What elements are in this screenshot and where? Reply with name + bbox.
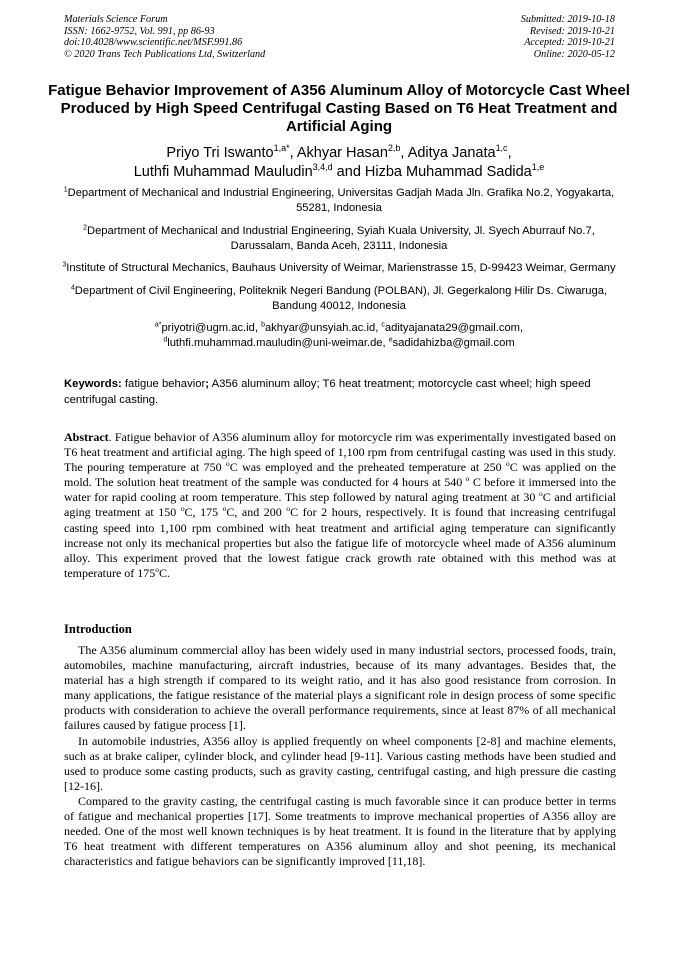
author-separator: and [332,163,365,180]
author-affil-mark: 1,e [531,161,545,172]
author-separator: , [507,145,512,161]
abstract-text: C and artificial aging treatment at 150 [64,490,616,520]
affiliation-text: Department of Mechanical and Industrial Engineering, Universitas Gadjah Mada Jln. Grafika No.2, Yogyakarta, 55281, Indonesia [67,187,615,214]
revised-date: Revised: 2019-10-21 [529,25,615,37]
author-name: Priyo Tri Iswanto [166,145,274,161]
paragraph: The A356 aluminum commercial alloy has been widely used in many industrial sectors, processed foods, train, automobiles, machine manufacturing, aircraft industries, because of its many advantages. Besides that, the material has a high strength if compared to its weight ratio, and it has also good resistance from corrosion. In many applications, the fatigue resistance of the material plays a significant role in design process of some specific products with consideration to achieve the overall performance requirements, since at least 87% of all mechanical failures caused by fatigue process [1]. [64,643,616,733]
keywords-text: A356 aluminum alloy; T6 heat treatment; motorcycle cast wheel; high speed centrifugal casting. [64,378,591,406]
section-heading-introduction: Introduction [64,622,132,636]
degree-mark: o [155,564,160,574]
affiliation-text: Department of Civil Engineering, Politeknik Negeri Bandung (POLBAN), Jl. Gegerkalong Hilir Ds. Ciwaruga, Bandung 40012, Indonesia [74,284,608,312]
abstract-text: C. [159,565,171,580]
abstract-text: C for 2 hours, respectively. It is found that increasing centrifugal casting speed into 1,100 rpm combined with heat treatment and artificial aging temperature can significantly increase not only its mechanical properties but also the fatigue life of motorcycle wheel made of A356 aluminum alloy. This experiment proved that the lowest fatigue crack growth rate obtained with this method was at temperature of 175 [64,505,616,580]
affiliation [62,284,616,314]
degree-mark: o [286,504,291,514]
affiliation [62,186,616,216]
copyright-line: © 2020 Trans Tech Publications Ltd, Switzerland [64,48,266,60]
email-mark: a* [154,321,162,329]
keywords-label: Keywords: [64,378,122,390]
abstract-text: C was employed and the preheated temperature at 250 [229,460,506,475]
keywords-separator: ; [205,378,210,390]
author-name: Akhyar Hasan [296,145,388,161]
email-link[interactable]: priyotri@ugm.ac.id, [161,322,262,334]
submitted-date: Submitted: 2019-10-18 [520,14,615,25]
email-mark: b [261,321,265,329]
author-affil-mark: 1,c [495,143,508,154]
doi-line: doi:10.4028/www.scientific.net/MSF.991.86 [64,37,243,49]
affiliation-list [62,186,616,351]
affiliation-text: Department of Mechanical and Industrial Engineering, Syiah Kuala University, Jl. Syech Aburrauf No.7, Darussalam, Banda Aceh, 23111, Indonesia [87,224,595,252]
author-affil-mark: 1,a* [273,143,290,154]
paper-title: Fatigue Behavior Improvement of A356 Aluminum Alloy of Motorcycle Cast Wheel Produced by High Speed Centrifugal Casting Based on T6 Heat Treatment and Artificial Aging [48,82,630,135]
affiliation-number: 3 [62,261,67,269]
author-name: Hizba Muhammad Sadida [364,163,532,180]
publication-dates [521,14,615,60]
degree-mark: o [465,474,470,484]
abstract-text: C was applied on the mold. The solution heat treatment of the sample was conducted for 4 hours at 540 [64,460,616,490]
author-affil-mark: 2,b [387,143,401,154]
abstract-text: C, 175 [184,505,223,520]
author-affil-mark: 3,4,d [312,161,333,172]
author-name: Aditya Janata [407,145,496,161]
online-date: Online: 2020-05-12 [533,48,615,60]
affiliation [62,261,616,276]
affiliation-number: 2 [83,223,87,231]
email-link[interactable]: adityajanata29@gmail.com, [384,322,524,334]
keywords-text: fatigue behavior [121,378,206,390]
author-separator: , [400,145,408,161]
degree-mark: o [180,504,185,514]
degree-mark: o [539,489,543,499]
keywords-section [64,377,616,408]
paragraph: Compared to the gravity casting, the centrifugal casting is much favorable since it can produce better in terms of fatigue and mechanical properties [17]. Some treatments to improve mechanical properties of A356 alloy are needed. One of the most well known techniques is by heat treatment. It is found in the literature that by applying T6 heat treatment with different temperatures on A356 aluminum alloy and shot peening, its mechanical characteristics and fatigue behaviors can be significantly improved [11,18]. [64,793,616,869]
author-name: Luthfi Muhammad Mauludin [133,163,313,180]
degree-mark: o [226,459,230,469]
degree-mark: o [222,504,227,514]
abstract-text: C before it immersed into the water for rapid cooling at room temperature. This step followed by natural aging treatment at 30 [64,475,616,505]
introduction-body [64,643,616,869]
affiliation-number: 1 [63,186,68,194]
email-link[interactable]: akhyar@unsyiah.ac.id, [264,322,382,334]
affiliation [62,224,616,254]
abstract-text: C, and 200 [226,505,287,520]
paragraph: In automobile industries, A356 alloy is applied frequently on wheel components [2-8] and machine elements, such as at brake caliper, cylinder block, and cylinder head [9-11]. Various casting methods have been studied and used to produce some casting products, such as gravity casting, centrifugal casting, and high pressure die casting [12-16]. [64,733,616,793]
issn-line: ISSN: 1662-9752, Vol. 991, pp 86-93 [64,25,215,37]
accepted-date: Accepted: 2019-10-21 [524,37,615,49]
email-mark: c [381,321,385,329]
email-list [62,321,616,351]
affiliation-number: 4 [70,283,75,291]
author-list [40,144,638,181]
journal-name: Materials Science Forum [64,14,168,25]
author-separator: , [289,145,297,161]
email-mark: d [163,336,168,344]
email-mark: e [388,336,393,344]
email-link[interactable]: luthfi.muhammad.mauludin@uni-weimar.de, [167,337,389,349]
affiliation-text: Institute of Structural Mechanics, Bauhaus University of Weimar, Marienstrasse 15, D-99423 Weimar, Germany [66,262,616,274]
email-link[interactable]: sadidahizba@gmail.com [392,337,515,349]
abstract-section [64,430,616,581]
abstract-label: Abstract [64,430,109,444]
abstract-text: . Fatigue behavior of A356 aluminum alloy for motorcycle rim was experimentally investigated based on T6 heat treatment and artificial aging. The high speed of 1,100 rpm from centrifugal casting was used in this study. The pouring temperature at 750 [64,430,616,475]
degree-mark: o [505,459,510,469]
journal-info [64,14,265,60]
